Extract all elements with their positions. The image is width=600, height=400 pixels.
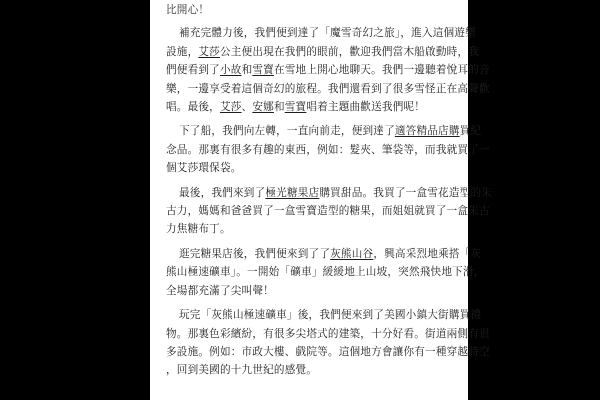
text-line xyxy=(166,245,482,263)
text-segment: 買紀 xyxy=(459,125,482,138)
paragraph xyxy=(166,122,490,177)
proper-noun: 極光糖果店 xyxy=(265,186,320,199)
text-line xyxy=(166,361,458,379)
text-segment: 玩完「灰熊山極速礦車」後，我們便來到了美國小鎮大街購買禮 xyxy=(179,309,482,322)
text-segment: 唱着主題曲歡送我們呢！ xyxy=(306,101,426,114)
text-line xyxy=(166,61,490,79)
text-segment: 下了船，我們向左轉，一直向前走，便到達了 xyxy=(179,125,395,138)
text-line xyxy=(166,80,490,98)
text-segment: 和 xyxy=(273,101,285,114)
text-segment: 全場都充滿了尖叫聲！ xyxy=(166,284,274,297)
text-line xyxy=(166,159,458,177)
text-segment: 個艾莎環保袋。 xyxy=(166,162,242,175)
text-segment: 樂，一邊享受着這個奇幻的旅程。我們還看到了很多雪怪正在高聲歡 xyxy=(166,82,490,95)
text-line xyxy=(166,282,458,300)
proper-noun: 適答精品店購 xyxy=(394,125,460,138)
text-segment: 唱。最後， xyxy=(166,101,220,114)
paragraph xyxy=(166,184,493,239)
paragraph xyxy=(166,24,490,116)
document-page xyxy=(150,0,493,400)
text-segment: 公主便出現在我們的眼前，歡迎我們當木船啟動時，我 xyxy=(219,45,480,58)
text-segment: 購買甜品。我買了一盒雪花造型的朱 xyxy=(319,186,493,199)
text-segment: 古力，媽媽和爸爸買了一盒雪寶造型的糖果，而姐姐就買了一盒朱古 xyxy=(166,205,490,218)
proper-noun: 雪寶 xyxy=(252,64,274,77)
text-line xyxy=(166,306,482,324)
text-segment: 們便看到了 xyxy=(166,64,220,77)
proper-noun: 小故 xyxy=(219,64,242,77)
text-segment: 和 xyxy=(241,64,253,77)
text-segment: ，回到美國的十九世紀的感覺。 xyxy=(166,364,318,377)
paragraph xyxy=(166,245,485,300)
text-segment: 、 xyxy=(241,101,253,114)
text-segment: 在雪地上開心地聊天。我們一邊聽着悅耳的音 xyxy=(273,64,490,77)
text-segment: 多設施。例如：市政大樓、戲院等。這個地方會讓你有一種穿越時空 xyxy=(166,345,490,358)
text-line xyxy=(166,220,458,238)
proper-noun: 雪寶 xyxy=(284,101,307,114)
text-segment: 設施， xyxy=(166,45,199,58)
text-line xyxy=(166,263,485,281)
text-line xyxy=(166,325,490,343)
paragraph xyxy=(166,1,458,19)
text-segment: 力焦糖布丁。 xyxy=(166,223,231,236)
text-line xyxy=(166,141,490,159)
text-segment: 補充完體力後，我們便到達了「魔雪奇幻之旅」，進入這個遊樂 xyxy=(179,27,476,40)
text-segment: 最後，我們來到了 xyxy=(179,186,266,199)
text-segment: 熊山極速礦車」。一開始「礦車」緩緩地上山坡，突然飛快地下滑， xyxy=(166,266,485,279)
proper-noun: 安娜 xyxy=(252,101,274,114)
text-line xyxy=(166,184,493,202)
text-line xyxy=(166,43,480,61)
text-segment: 逛完糖果店後，我們便來到了了 xyxy=(179,247,331,260)
text-segment: ，興高采烈地乘搭「灰 xyxy=(373,247,482,260)
text-segment: 比開心！ xyxy=(166,4,210,16)
proper-noun: 灰熊山谷 xyxy=(330,247,374,260)
text-line xyxy=(166,202,490,220)
text-segment: 物。那裏色彩繽紛，有很多尖塔式的建築，十分好看。街道兩側有很 xyxy=(166,327,490,340)
proper-noun: 艾莎 xyxy=(198,45,220,58)
text-line xyxy=(166,122,482,140)
text-line xyxy=(166,24,476,42)
text-segment: 念品。那裏有很多有趣的東西，例如：髮夾、筆袋等，而我就買了一 xyxy=(166,143,490,156)
paragraph xyxy=(166,306,490,380)
text-line xyxy=(166,343,490,361)
text-line xyxy=(166,1,458,19)
proper-noun: 艾莎 xyxy=(219,101,242,114)
article-body xyxy=(166,1,493,385)
text-line xyxy=(166,98,458,116)
